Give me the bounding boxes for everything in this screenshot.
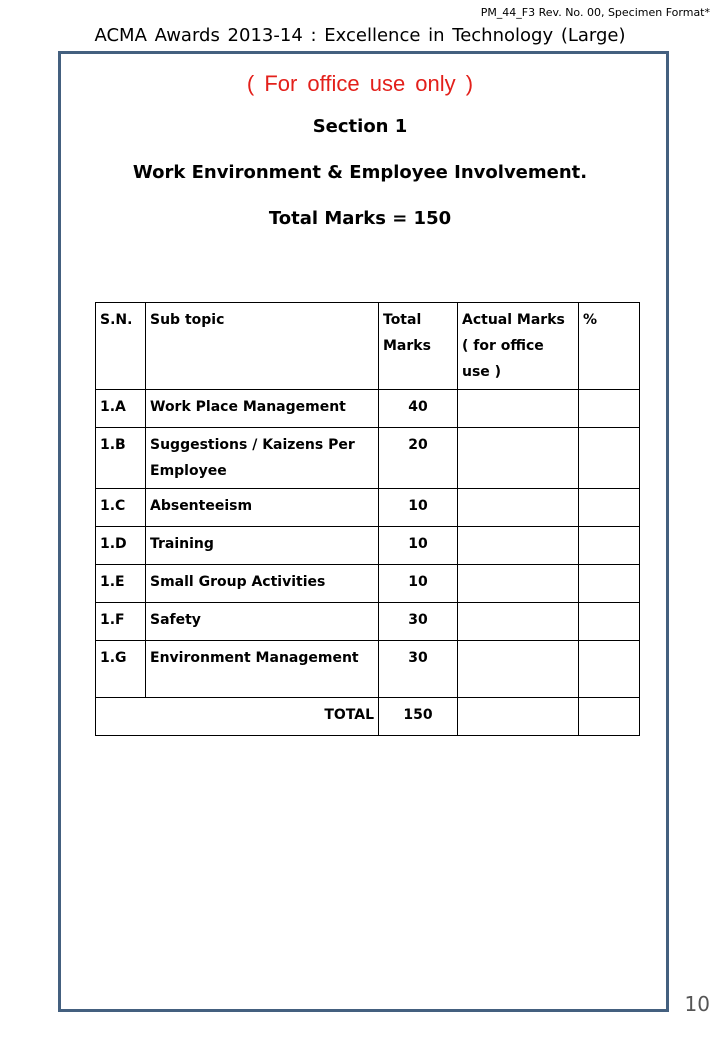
page-number: 10 bbox=[684, 992, 710, 1016]
row-total-marks: 20 bbox=[379, 428, 458, 489]
row-percent-cell[interactable] bbox=[579, 603, 640, 641]
row-sn: 1.C bbox=[96, 489, 146, 527]
row-actual-marks-cell[interactable] bbox=[458, 527, 579, 565]
row-sn: 1.B bbox=[96, 428, 146, 489]
row-topic: Suggestions / Kaizens Per Employee bbox=[146, 428, 379, 489]
row-total-marks: 30 bbox=[379, 603, 458, 641]
row-percent-cell[interactable] bbox=[579, 390, 640, 428]
total-label: TOTAL bbox=[96, 698, 379, 736]
table-total-row bbox=[96, 698, 640, 736]
row-percent-cell[interactable] bbox=[579, 428, 640, 489]
row-percent-cell[interactable] bbox=[579, 565, 640, 603]
row-topic: Work Place Management bbox=[146, 390, 379, 428]
table-row bbox=[96, 428, 640, 489]
row-percent-cell[interactable] bbox=[579, 641, 640, 698]
marks-table bbox=[95, 302, 640, 736]
row-percent-cell[interactable] bbox=[579, 489, 640, 527]
row-sn: 1.E bbox=[96, 565, 146, 603]
section-name: Work Environment & Employee Involvement. bbox=[132, 162, 588, 183]
office-use-note: ( For office use only ) bbox=[246, 71, 474, 96]
table-header-row bbox=[96, 303, 640, 390]
row-topic: Environment Management bbox=[146, 641, 379, 698]
table-row bbox=[96, 565, 640, 603]
row-total-marks: 30 bbox=[379, 641, 458, 698]
table-row bbox=[96, 390, 640, 428]
row-actual-marks-cell[interactable] bbox=[458, 603, 579, 641]
total-actual-marks-cell[interactable] bbox=[458, 698, 579, 736]
row-sn: 1.D bbox=[96, 527, 146, 565]
column-header-actual-marks: Actual Marks ( for office use ) bbox=[458, 303, 579, 390]
table-row bbox=[96, 603, 640, 641]
table-row bbox=[96, 489, 640, 527]
row-total-marks: 10 bbox=[379, 527, 458, 565]
row-topic: Safety bbox=[146, 603, 379, 641]
row-sn: 1.G bbox=[96, 641, 146, 698]
row-sn: 1.A bbox=[96, 390, 146, 428]
table-row bbox=[96, 641, 640, 698]
row-sn: 1.F bbox=[96, 603, 146, 641]
total-percent-cell[interactable] bbox=[579, 698, 640, 736]
row-actual-marks-cell[interactable] bbox=[458, 428, 579, 489]
row-total-marks: 10 bbox=[379, 489, 458, 527]
total-marks-value: 150 bbox=[379, 698, 458, 736]
row-total-marks: 40 bbox=[379, 390, 458, 428]
row-topic: Absenteeism bbox=[146, 489, 379, 527]
section-number: Section 1 bbox=[312, 116, 408, 137]
column-header-percent: % bbox=[579, 303, 640, 390]
table-row bbox=[96, 527, 640, 565]
column-header-total-marks: Total Marks bbox=[379, 303, 458, 390]
row-topic: Training bbox=[146, 527, 379, 565]
form-reference: PM_44_F3 Rev. No. 00, Specimen Format* bbox=[480, 6, 710, 19]
column-header-sub-topic: Sub topic bbox=[146, 303, 379, 390]
row-topic: Small Group Activities bbox=[146, 565, 379, 603]
row-actual-marks-cell[interactable] bbox=[458, 489, 579, 527]
row-actual-marks-cell[interactable] bbox=[458, 641, 579, 698]
row-percent-cell[interactable] bbox=[579, 527, 640, 565]
row-total-marks: 10 bbox=[379, 565, 458, 603]
column-header-sn: S.N. bbox=[96, 303, 146, 390]
row-actual-marks-cell[interactable] bbox=[458, 565, 579, 603]
section-total-marks: Total Marks = 150 bbox=[268, 208, 452, 229]
row-actual-marks-cell[interactable] bbox=[458, 390, 579, 428]
document-header-title: ACMA Awards 2013-14 : Excellence in Technology (Large) bbox=[94, 25, 626, 46]
